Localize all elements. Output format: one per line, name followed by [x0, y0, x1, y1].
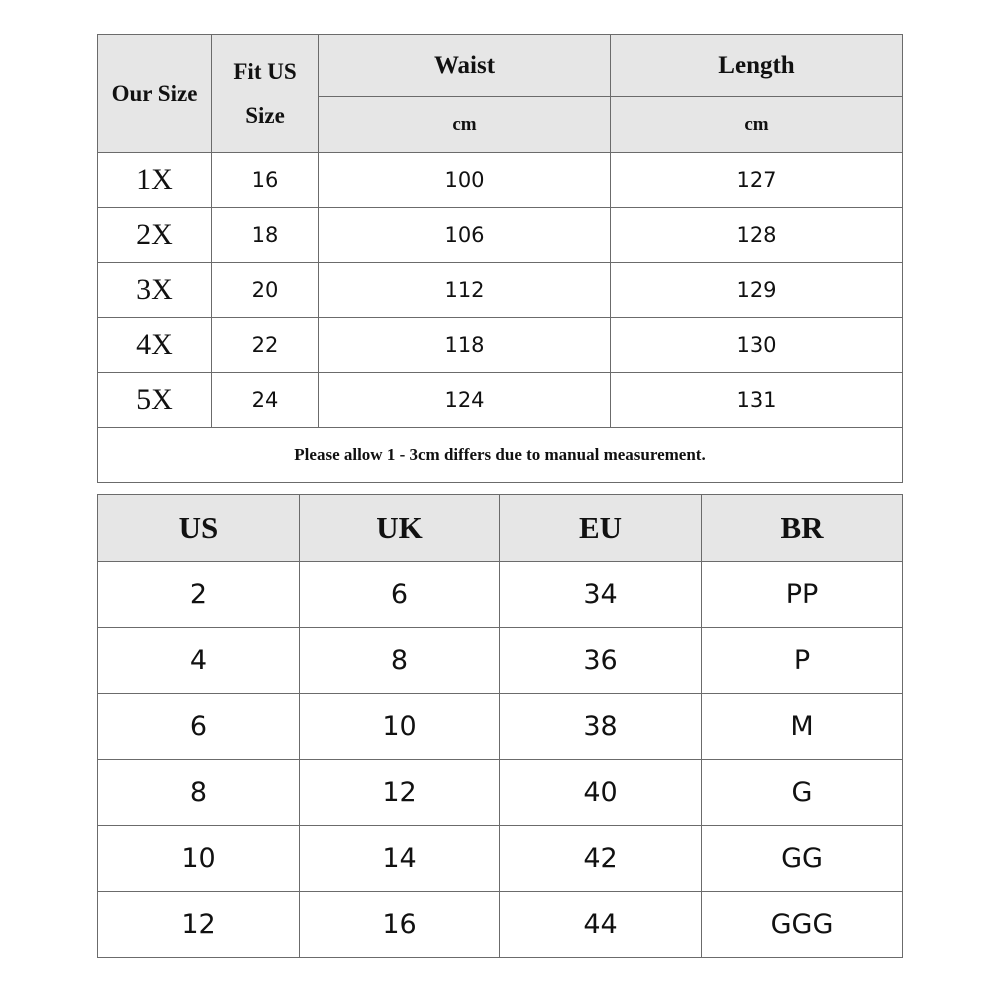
measurement-note: Please allow 1 - 3cm differs due to manual measurement. [98, 428, 903, 483]
table-row [98, 373, 903, 428]
table-row [98, 263, 903, 318]
waist-cell: 112 [319, 263, 611, 318]
header-br: BR [702, 495, 903, 562]
size-chart-table [97, 34, 903, 483]
uk-cell: 8 [300, 628, 500, 694]
table-row [98, 694, 903, 760]
waist-cell: 100 [319, 153, 611, 208]
fit-us-cell: 20 [212, 263, 319, 318]
size-cell: 3X [98, 263, 212, 318]
table-row [98, 153, 903, 208]
header-us: US [98, 495, 300, 562]
waist-cell: 124 [319, 373, 611, 428]
eu-cell: 34 [500, 562, 702, 628]
header-waist: Waist [319, 35, 611, 97]
eu-cell: 44 [500, 892, 702, 958]
header-row [98, 495, 903, 562]
eu-cell: 38 [500, 694, 702, 760]
fit-us-cell: 16 [212, 153, 319, 208]
us-cell: 4 [98, 628, 300, 694]
us-cell: 10 [98, 826, 300, 892]
table-row [98, 628, 903, 694]
size-cell: 1X [98, 153, 212, 208]
uk-cell: 10 [300, 694, 500, 760]
header-uk: UK [300, 495, 500, 562]
size-conversion-table [97, 494, 903, 958]
header-our-size-label: Our Size [111, 80, 198, 106]
length-cell: 130 [611, 318, 903, 373]
waist-cell: 106 [319, 208, 611, 263]
eu-cell: 40 [500, 760, 702, 826]
header-waist-unit: cm [319, 97, 611, 153]
br-cell: G [702, 760, 903, 826]
header-eu: EU [500, 495, 702, 562]
fit-us-cell: 22 [212, 318, 319, 373]
br-cell: P [702, 628, 903, 694]
us-cell: 8 [98, 760, 300, 826]
length-cell: 128 [611, 208, 903, 263]
header-length: Length [611, 35, 903, 97]
length-cell: 131 [611, 373, 903, 428]
eu-cell: 42 [500, 826, 702, 892]
length-cell: 129 [611, 263, 903, 318]
uk-cell: 12 [300, 760, 500, 826]
uk-cell: 14 [300, 826, 500, 892]
uk-cell: 6 [300, 562, 500, 628]
table-row [98, 826, 903, 892]
table-row [98, 892, 903, 958]
us-cell: 6 [98, 694, 300, 760]
size-cell: 5X [98, 373, 212, 428]
header-length-unit: cm [611, 97, 903, 153]
table-row [98, 208, 903, 263]
waist-cell: 118 [319, 318, 611, 373]
br-cell: M [702, 694, 903, 760]
fit-us-cell: 24 [212, 373, 319, 428]
br-cell: GG [702, 826, 903, 892]
us-cell: 2 [98, 562, 300, 628]
table-row [98, 760, 903, 826]
eu-cell: 36 [500, 628, 702, 694]
length-cell: 127 [611, 153, 903, 208]
header-fit-us-size [212, 35, 319, 153]
us-cell: 12 [98, 892, 300, 958]
size-cell: 4X [98, 318, 212, 373]
table-row [98, 318, 903, 373]
fit-us-cell: 18 [212, 208, 319, 263]
br-cell: PP [702, 562, 903, 628]
br-cell: GGG [702, 892, 903, 958]
size-cell: 2X [98, 208, 212, 263]
table-row [98, 562, 903, 628]
header-fit-us-line2: Size [245, 102, 285, 128]
uk-cell: 16 [300, 892, 500, 958]
header-our-size [98, 35, 212, 153]
header-fit-us-line1: Fit US [233, 58, 297, 84]
